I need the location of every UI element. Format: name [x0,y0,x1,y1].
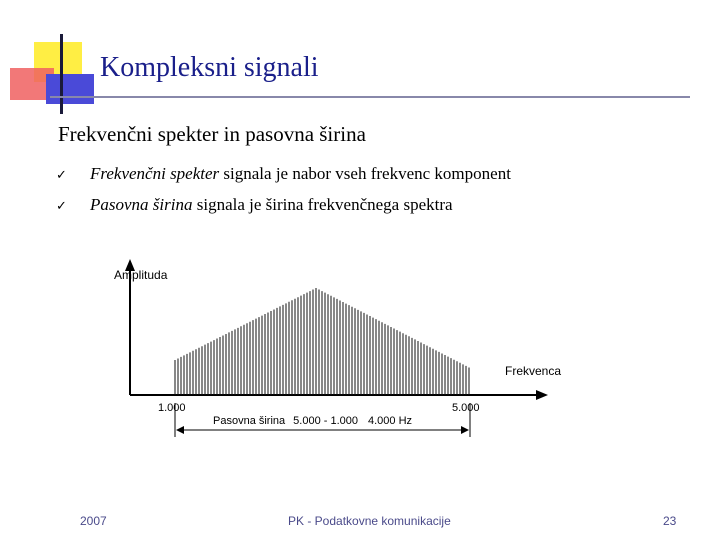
bullet-term: Pasovna širina [90,195,193,214]
checkmark-icon: ✓ [56,199,67,214]
tick-label-low: 1.000 [158,402,186,414]
bandwidth-label: Pasovna širina 5.000 - 1.000 4.000 Hz [213,415,413,427]
footer-page-number: 23 [663,514,677,528]
slide-title: Kompleksni signali [100,52,319,83]
blue-square [46,74,94,104]
bandwidth-arrow-right [461,426,469,434]
x-axis-arrow [536,390,548,400]
checkmark-icon: ✓ [56,168,67,183]
bullet-item [56,164,511,184]
y-axis-label: Amplituda [114,268,168,282]
bullet-item [56,195,453,215]
bullet-text: signala je širina frekvenčnega spektra [192,195,453,214]
footer-year: 2007 [80,514,107,528]
spectrum-diagram [80,255,580,455]
slide-subtitle: Frekvenčni spekter in pasovna širina [58,122,366,146]
spectrum-lines [175,288,469,395]
logo-vertical-line [60,34,63,114]
bullet-text: signala je nabor vseh frekvenc komponent [219,164,511,183]
footer-course: PK - Podatkovne komunikacije [288,514,451,528]
bandwidth-arrow-left [176,426,184,434]
bullet-term: Frekvenčni spekter [90,164,220,183]
x-axis-label: Frekvenca [505,364,562,378]
tick-label-high: 5.000 [452,402,480,414]
title-divider [50,96,690,98]
